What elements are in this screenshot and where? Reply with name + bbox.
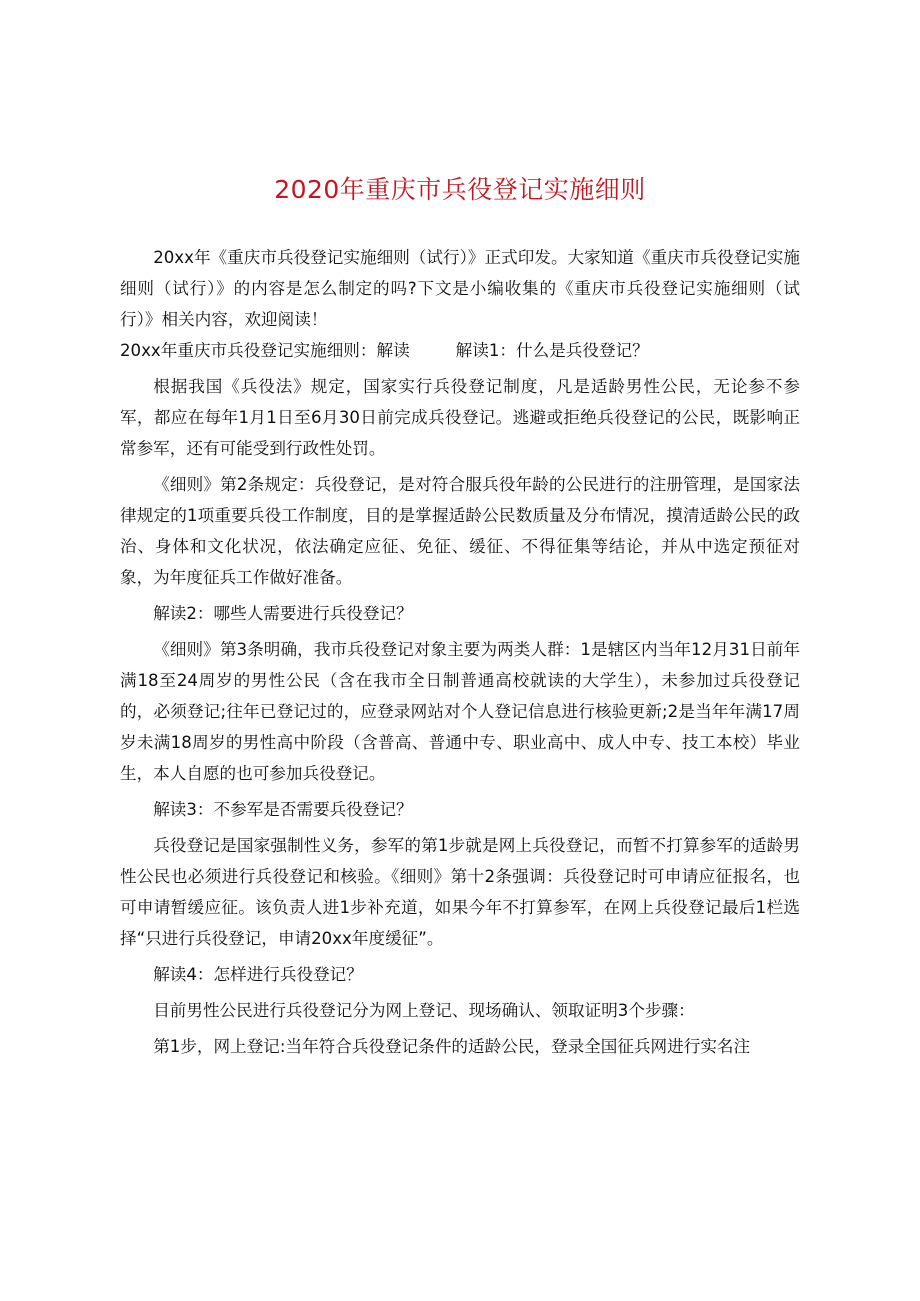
question-2-heading: 解读2：哪些人需要进行兵役登记？ [153, 604, 413, 623]
document-body [120, 242, 800, 1062]
paragraph-1: 根据我国《兵役法》规定，国家实行兵役登记制度，凡是适龄男性公民，无论参不参军，都应在每年1月1日至6月30日前完成兵役登记。逃避或拒绝兵役登记的公民，既影响正常参军，还有可能受到行政性处罚。 [120, 377, 800, 458]
section-heading-line [120, 335, 800, 366]
document-title: 2020年重庆市兵役登记实施细则 [274, 175, 646, 204]
question-4-heading: 解读4：怎样进行兵役登记？ [153, 965, 363, 984]
paragraph-3: 《细则》第3条明确，我市兵役登记对象主要为两类人群：1是辖区内当年12月31日前年满18至24周岁的男性公民（含在我市全日制普通高校就读的大学生），未参加过兵役登记的，必须登记;往年已登记过的，应登录网站对个人登记信息进行核验更新;2是当年年满17周岁未满18周岁的男性高中阶段（含普高、普通中专、职业高中、成人中专、技工本校）毕业生，本人自愿的也可参加兵役登记。 [120, 640, 800, 783]
question-1-heading: 解读1：什么是兵役登记？ [455, 341, 649, 360]
paragraph-4: 兵役登记是国家强制性义务，参军的第1步就是网上兵役登记，而暂不打算参军的适龄男性公民也必须进行兵役登记和核验。《细则》第十2条强调：兵役登记时可申请应征报名，也可申请暂缓应征。该负责人进1步补充道，如果今年不打算参军，在网上兵役登记最后1栏选择“只进行兵役登记，申请20xx年度缓征”。 [120, 836, 800, 948]
paragraph-5: 目前男性公民进行兵役登记分为网上登记、现场确认、领取证明3个步骤： [153, 1001, 695, 1020]
section-title: 20xx年重庆市兵役登记实施细则：解读 [120, 341, 410, 360]
paragraph-2: 《细则》第2条规定：兵役登记，是对符合服兵役年龄的公民进行的注册管理，是国家法律规定的1项重要兵役工作制度，目的是掌握适龄公民数质量及分布情况，摸清适龄公民的政治、身体和文化状况，依法确定应征、免征、缓征、不得征集等结论，并从中选定预征对象，为年度征兵工作做好准备。 [120, 475, 800, 587]
paragraph-6: 第1步，网上登记:当年符合兵役登记条件的适龄公民，登录全国征兵网进行实名注 [153, 1037, 751, 1056]
intro-paragraph: 20xx年《重庆市兵役登记实施细则（试行）》正式印发。大家知道《重庆市兵役登记实施细则（试行）》的内容是怎么制定的吗?下文是小编收集的《重庆市兵役登记实施细则（试行）》相关内容，欢迎阅读！ [120, 248, 800, 329]
question-3-heading: 解读3：不参军是否需要兵役登记？ [153, 800, 413, 819]
